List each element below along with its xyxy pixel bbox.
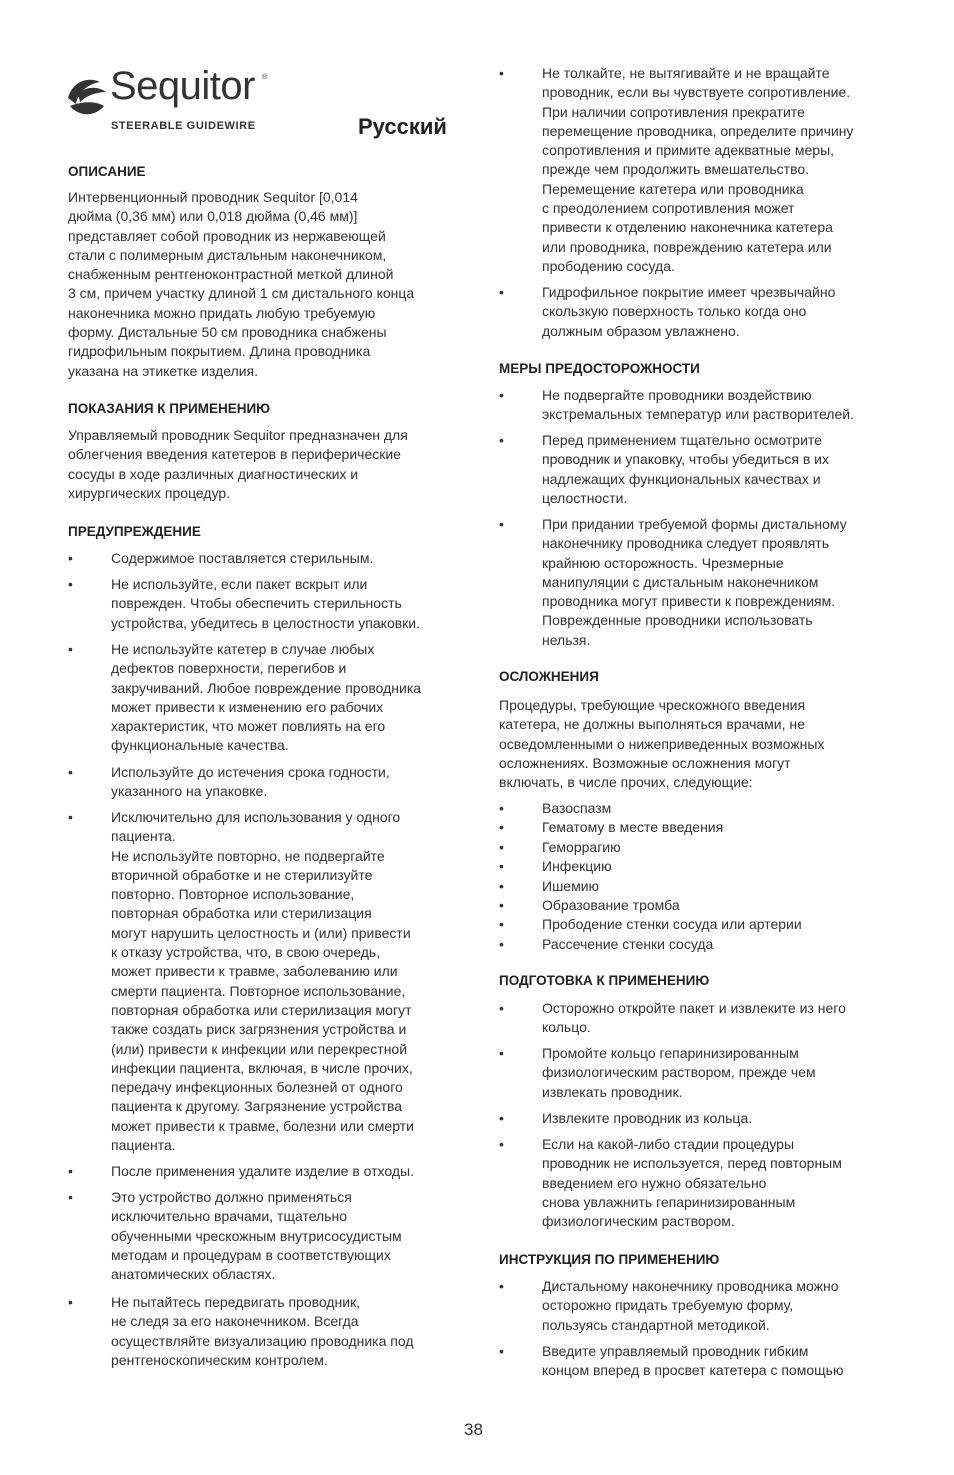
bullet-line: Извлеките проводник из кольца. bbox=[542, 1110, 753, 1126]
bullet-line: пациента. bbox=[111, 1137, 176, 1154]
complication-item bbox=[499, 838, 894, 857]
bullet-text bbox=[111, 1293, 463, 1370]
bullet-line: функциональные качества. bbox=[111, 737, 289, 754]
bullet-icon: • bbox=[68, 809, 73, 825]
bullet-line: поврежден. Чтобы обеспечить стерильность bbox=[111, 595, 402, 612]
bullet-text bbox=[542, 818, 894, 837]
heading-preparation: ПОДГОТОВКА К ПРИМЕНЕНИЮ bbox=[499, 973, 710, 988]
paragraph-line: Управляемый проводник Sequitor предназначен для bbox=[68, 427, 408, 443]
bullet-line: надлежащих функциональных качествах и bbox=[542, 470, 821, 487]
bullet-line: с преодолением сопротивления может bbox=[542, 200, 795, 217]
bullet-line: прободению сосуда. bbox=[542, 257, 675, 274]
bullet-icon: • bbox=[499, 1045, 504, 1061]
bullet-icon: • bbox=[499, 1000, 504, 1016]
logo-brand: Sequitor bbox=[110, 64, 255, 108]
bullet-line: указанного на упаковке. bbox=[111, 783, 268, 800]
warning-item bbox=[68, 575, 463, 633]
paragraph-line: облегчения введения катетеров в периферические bbox=[68, 446, 401, 463]
paragraph-line: гидрофильным покрытием. Длина проводника bbox=[68, 343, 371, 360]
paragraph-line: дюйма (0,36 мм) или 0,018 дюйма (0,46 мм)] bbox=[68, 208, 358, 225]
preparation-item bbox=[499, 999, 894, 1038]
warning-item bbox=[68, 1188, 463, 1285]
bullet-line: дефектов поверхности, перегибов и bbox=[111, 660, 347, 677]
bullet-text bbox=[542, 857, 894, 876]
warning-item bbox=[68, 1162, 463, 1181]
bullet-line: сопротивления и примите адекватные меры, bbox=[542, 142, 835, 159]
paragraph-line: 3 см, причем участку длиной 1 см дистального конца bbox=[68, 285, 415, 302]
paragraph-line: осложнениях. Возможные осложнения могут bbox=[499, 754, 791, 771]
bullet-text bbox=[111, 763, 463, 802]
bullet-line: анатомических областях. bbox=[111, 1266, 276, 1283]
bullet-icon: • bbox=[499, 838, 504, 855]
bullet-line: Не используйте повторно, не подвергайте bbox=[111, 847, 385, 864]
paragraph-line: представляет собой проводник из нержавеющей bbox=[68, 227, 386, 244]
bullet-icon: • bbox=[68, 576, 73, 592]
bullet-icon: • bbox=[499, 916, 504, 933]
bullet-line: устройства, убедитесь в целостности упаковки. bbox=[111, 614, 420, 631]
bullet-text bbox=[111, 640, 463, 756]
bullet-icon: • bbox=[499, 819, 504, 836]
bullet-line: скользкую поверхность только когда оно bbox=[542, 303, 807, 320]
heading-complications: ОСЛОЖНЕНИЯ bbox=[499, 669, 599, 684]
paragraph-line: наконечника можно придать любую требуемую bbox=[68, 304, 376, 321]
bullet-text bbox=[542, 935, 894, 954]
bullet-line: После применения удалите изделие в отходы. bbox=[111, 1163, 414, 1179]
bullet-line: перемещение проводника, определите причину bbox=[542, 122, 854, 139]
indications-paragraph bbox=[68, 426, 460, 503]
bullet-line: инфекции пациента, включая, в числе прочих, bbox=[111, 1059, 413, 1076]
bullet-text bbox=[111, 1162, 463, 1181]
bullet-line: методам и процедурам в соответствующих bbox=[111, 1246, 391, 1263]
warning-item bbox=[68, 549, 463, 568]
bullet-icon: • bbox=[499, 800, 504, 816]
warning-item bbox=[68, 1293, 463, 1370]
bullet-line: введением его нужно обязательно bbox=[542, 1174, 767, 1191]
paragraph-line: сосуды в ходе различных диагностических и bbox=[68, 465, 359, 482]
bullet-line: привести к отделению наконечника катетера bbox=[542, 219, 833, 236]
bullet-text bbox=[542, 1342, 894, 1381]
bullet-text bbox=[111, 575, 463, 633]
paragraph-line: снабженным рентгеноконтрастной меткой длиной bbox=[68, 266, 394, 283]
bullet-line: экстремальных температур или растворителей. bbox=[542, 406, 854, 423]
bullet-line: смерти пациента. Повторное использование, bbox=[111, 982, 406, 999]
bullet-text bbox=[111, 549, 463, 568]
bullet-line: также создать риск загрязнения устройства и bbox=[111, 1021, 407, 1038]
bullet-line: извлекать проводник. bbox=[542, 1083, 683, 1100]
bullet-line: осторожно придать требуемую форму, bbox=[542, 1297, 794, 1314]
bullet-line: проводник не используется, перед повторным bbox=[542, 1155, 842, 1172]
complication-item bbox=[499, 877, 894, 896]
bullet-line: не следя за его наконечником. Всегда bbox=[111, 1313, 359, 1330]
bullet-line: снова увлажнить гепаринизированным bbox=[542, 1193, 796, 1210]
paragraph-line: указана на этикетке изделия. bbox=[68, 362, 259, 379]
bullet-line: Ишемию bbox=[542, 877, 600, 894]
bullet-line: могут нарушить целостность и (или) привести bbox=[111, 924, 411, 941]
bullet-text bbox=[542, 1277, 894, 1335]
complication-item bbox=[499, 818, 894, 837]
bullet-icon: • bbox=[499, 1136, 504, 1152]
paragraph-line: катетера, не должны выполняться врачами, не bbox=[499, 716, 805, 733]
bullet-line: проводник и упаковку, чтобы убедиться в их bbox=[542, 451, 830, 468]
bullet-text bbox=[542, 1109, 894, 1128]
bullet-icon: • bbox=[68, 1189, 73, 1205]
bullet-icon: • bbox=[499, 1278, 504, 1294]
heading-precautions: МЕРЫ ПРЕДОСТОРОЖНОСТИ bbox=[499, 361, 700, 376]
paragraph-line: осведомленными о нижеприведенных возможных bbox=[499, 735, 825, 752]
warning-item bbox=[499, 64, 894, 276]
bullet-icon: • bbox=[499, 858, 504, 875]
bullet-text bbox=[542, 1044, 894, 1102]
page-number: 38 bbox=[464, 1420, 483, 1439]
bullet-line: может привести к травме, болезни или смерти bbox=[111, 1117, 414, 1134]
bullet-line: нельзя. bbox=[542, 631, 591, 648]
paragraph-line: Интервенционный проводник Sequitor [0,014 bbox=[68, 189, 358, 205]
bullet-line: физиологическим раствором. bbox=[542, 1213, 735, 1230]
bullet-line: Поврежденные проводники использовать bbox=[542, 612, 813, 629]
bullet-line: повторная обработка или стерилизация могут bbox=[111, 1001, 412, 1018]
complication-item bbox=[499, 915, 894, 934]
bullet-text bbox=[542, 838, 894, 857]
bullet-line: Содержимое поставляется стерильным. bbox=[111, 550, 374, 566]
bullet-line: может привести к травме, заболеванию или bbox=[111, 963, 398, 980]
bullet-icon: • bbox=[499, 387, 504, 403]
bullet-icon: • bbox=[499, 284, 504, 300]
warning-item bbox=[68, 640, 463, 756]
bullet-line: пациента к другому. Загрязнение устройства bbox=[111, 1098, 403, 1115]
bullet-text bbox=[542, 283, 894, 341]
instruction-item bbox=[499, 1342, 894, 1381]
bullet-text bbox=[542, 915, 894, 934]
bullet-line: Рассечение стенки сосуда bbox=[542, 935, 714, 952]
bullet-line: Не используйте катетер в случае любых bbox=[111, 641, 375, 657]
bullet-line: Вазоспазм bbox=[542, 800, 612, 816]
precaution-item bbox=[499, 515, 894, 650]
complication-item bbox=[499, 799, 894, 818]
bullet-line: Прободение стенки сосуда или артерии bbox=[542, 916, 802, 933]
bullet-line: кольцо. bbox=[542, 1019, 591, 1036]
bullet-line: пациента. bbox=[111, 828, 176, 845]
bullet-text bbox=[542, 515, 894, 650]
bullet-line: При наличии сопротивления прекратите bbox=[542, 103, 805, 120]
bullet-line: осуществляйте визуализацию проводника под bbox=[111, 1332, 414, 1349]
bullet-line: вторичной обработке и не стерилизуйте bbox=[111, 866, 373, 883]
sequitor-leaf-icon bbox=[66, 72, 110, 122]
bullet-icon: • bbox=[499, 877, 504, 894]
bullet-icon: • bbox=[68, 641, 73, 657]
bullet-line: Не пытайтесь передвигать проводник, bbox=[111, 1294, 361, 1310]
bullet-text bbox=[542, 1135, 894, 1231]
bullet-icon: • bbox=[499, 432, 504, 448]
complication-item bbox=[499, 857, 894, 876]
paragraph-line: Процедуры, требующие чрескожного введения bbox=[499, 697, 806, 713]
bullet-line: Гематому в месте введения bbox=[542, 819, 724, 836]
bullet-text bbox=[542, 999, 894, 1038]
paragraph-line: стали с полимерным дистальным наконечником, bbox=[68, 246, 387, 263]
complication-item bbox=[499, 935, 894, 954]
bullet-line: исключительно врачами, тщательно bbox=[111, 1208, 347, 1225]
bullet-line: Перед применением тщательно осмотрите bbox=[542, 432, 822, 448]
bullet-line: физиологическим раствором, прежде чем bbox=[542, 1064, 816, 1081]
bullet-line: Образование тромба bbox=[542, 897, 680, 913]
bullet-icon: • bbox=[68, 764, 73, 780]
bullet-text bbox=[542, 799, 894, 818]
bullet-line: повторная обработка или стерилизация bbox=[111, 905, 372, 922]
heading-description: ОПИСАНИЕ bbox=[68, 164, 146, 179]
logo-registered-mark: ® bbox=[262, 74, 268, 81]
bullet-line: Не толкайте, не вытягивайте и не вращайте bbox=[542, 65, 830, 81]
bullet-line: должным образом увлажнено. bbox=[542, 322, 740, 339]
bullet-line: Введите управляемый проводник гибким bbox=[542, 1343, 809, 1359]
bullet-text bbox=[542, 431, 894, 508]
bullet-text bbox=[111, 808, 463, 1155]
logo-tagline: STEERABLE GUIDEWIRE bbox=[111, 120, 256, 132]
bullet-text bbox=[542, 896, 894, 915]
bullet-line: концом вперед в просвет катетера с помощью bbox=[542, 1362, 844, 1379]
bullet-line: крайнюю осторожность. Чрезмерные bbox=[542, 554, 784, 571]
bullet-text bbox=[542, 877, 894, 896]
bullet-line: повторно. Повторное использование, bbox=[111, 886, 355, 903]
preparation-item bbox=[499, 1109, 894, 1128]
bullet-line: целостности. bbox=[542, 489, 628, 506]
complication-item bbox=[499, 896, 894, 915]
bullet-line: Дистальному наконечнику проводника можно bbox=[542, 1278, 839, 1294]
warning-item bbox=[499, 283, 894, 341]
description-paragraph bbox=[68, 188, 460, 381]
bullet-icon: • bbox=[499, 516, 504, 532]
warning-item bbox=[68, 763, 463, 802]
bullet-line: прежде чем продолжить вмешательство. bbox=[542, 161, 810, 178]
bullet-text bbox=[542, 386, 894, 425]
bullet-line: Используйте до истечения срока годности, bbox=[111, 764, 390, 780]
heading-indications: ПОКАЗАНИЯ К ПРИМЕНЕНИЮ bbox=[68, 401, 271, 416]
bullet-line: наконечнику проводника следует проявлять bbox=[542, 535, 829, 552]
bullet-line: При придании требуемой формы дистальному bbox=[542, 516, 847, 532]
bullet-line: Это устройство должно применяться bbox=[111, 1189, 352, 1205]
bullet-icon: • bbox=[499, 65, 504, 81]
precaution-item bbox=[499, 431, 894, 508]
bullet-line: обученными чрескожным внутрисосудистым bbox=[111, 1227, 402, 1244]
bullet-line: Не используйте, если пакет вскрыт или bbox=[111, 576, 368, 592]
bullet-line: Гидрофильное покрытие имеет чрезвычайно bbox=[542, 284, 836, 300]
preparation-item bbox=[499, 1135, 894, 1232]
bullet-icon: • bbox=[68, 1294, 73, 1310]
bullet-line: Промойте кольцо гепаринизированным bbox=[542, 1045, 799, 1061]
bullet-line: манипуляции с дистальным наконечником bbox=[542, 573, 819, 590]
bullet-line: закручиваний. Любое повреждение проводника bbox=[111, 679, 422, 696]
warning-item bbox=[68, 808, 463, 1155]
bullet-line: может привести к изменению его рабочих bbox=[111, 698, 384, 715]
precaution-item bbox=[499, 386, 894, 425]
paragraph-line: форму. Дистальные 50 см проводника снабжены bbox=[68, 324, 387, 341]
bullet-icon: • bbox=[68, 550, 73, 566]
bullet-line: проводника могут привести к повреждениям. bbox=[542, 593, 836, 610]
bullet-line: (или) привести к инфекции или перекрестной bbox=[111, 1040, 408, 1057]
bullet-icon: • bbox=[68, 1163, 73, 1179]
bullet-line: Геморрагию bbox=[542, 838, 621, 855]
bullet-text bbox=[542, 64, 894, 276]
heading-instructions: ИНСТРУКЦИЯ ПО ПРИМЕНЕНИЮ bbox=[499, 1252, 720, 1267]
bullet-icon: • bbox=[499, 1110, 504, 1126]
bullet-line: к отказу устройства, что, в свою очередь, bbox=[111, 944, 381, 961]
bullet-line: Перемещение катетера или проводника bbox=[542, 180, 804, 197]
sequitor-logo bbox=[66, 66, 276, 136]
paragraph-line: включать, в числе прочих, следующие: bbox=[499, 774, 753, 791]
bullet-line: Если на какой-либо стадии процедуры bbox=[542, 1136, 795, 1152]
bullet-line: Инфекцию bbox=[542, 858, 612, 875]
bullet-icon: • bbox=[499, 1343, 504, 1359]
bullet-line: проводник, если вы чувствуете сопротивление. bbox=[542, 84, 851, 101]
complications-paragraph bbox=[499, 696, 891, 792]
bullet-line: характеристик, что может повлиять на его bbox=[111, 718, 386, 735]
bullet-line: или проводника, повреждению катетера или bbox=[542, 238, 832, 255]
paragraph-line: хирургических процедур. bbox=[68, 484, 231, 501]
bullet-icon: • bbox=[499, 935, 504, 952]
bullet-line: Осторожно откройте пакет и извлеките из него bbox=[542, 1000, 846, 1016]
bullet-line: Исключительно для использования у одного bbox=[111, 809, 401, 825]
preparation-item bbox=[499, 1044, 894, 1102]
bullet-line: Не подвергайте проводники воздействию bbox=[542, 387, 812, 403]
bullet-text bbox=[111, 1188, 463, 1284]
bullet-line: пользуясь стандартной методикой. bbox=[542, 1316, 770, 1333]
heading-warning: ПРЕДУПРЕЖДЕНИЕ bbox=[68, 524, 201, 539]
bullet-line: рентгеноскопическим контролем. bbox=[111, 1351, 328, 1368]
bullet-icon: • bbox=[499, 897, 504, 913]
instruction-item bbox=[499, 1277, 894, 1335]
bullet-line: передачу инфекционных болезней от одного bbox=[111, 1079, 403, 1096]
language-title: Русский bbox=[358, 114, 447, 139]
